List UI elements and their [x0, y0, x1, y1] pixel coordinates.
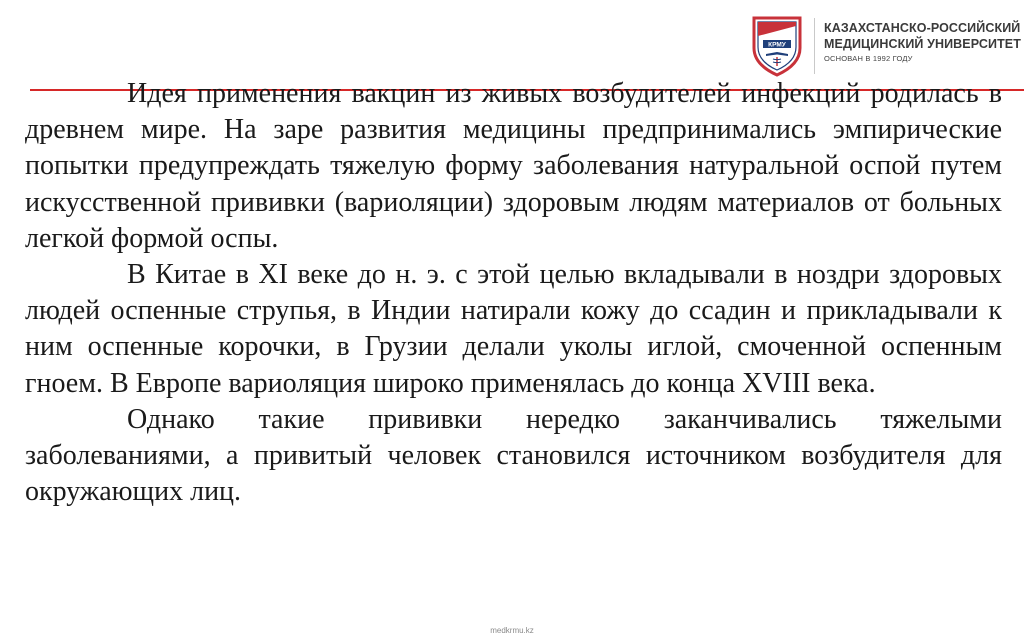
paragraph-1: Идея применения вакцин из живых возбудителей инфекций родилась в древнем мире. На заре развития медицины предпринимались эмпирические попытки предупреждать тяжелую форму заболевания натуральной оспой путем искусственной прививки (вариоляции) здоровым людям материалов от больных легкой формой оспы. [25, 78, 1002, 254]
paragraph-2: В Китае в XI веке до н. э. с этой целью вкладывали в ноздри здоровых людей оспенные струпья, в Индии натирали кожу до ссадин и прикладывали к ним оспенные корочки, в Грузии делали уколы иглой, смоченной оспенным гноем. В Европе вариоляция широко применялась до конца XVIII века. [25, 259, 1002, 399]
university-name-block [824, 22, 1021, 63]
logo-text: КРМУ [768, 41, 786, 49]
university-name-line1: КАЗАХСТАНСКО-РОССИЙСКИЙ [824, 21, 1021, 35]
slide-body-text [25, 76, 1002, 510]
university-logo-icon [748, 14, 806, 78]
logo-divider [814, 18, 815, 74]
university-founded: ОСНОВАН В 1992 ГОДУ [824, 54, 913, 63]
footer-site: medkrmu.kz [490, 626, 534, 635]
university-name-line2: МЕДИЦИНСКИЙ УНИВЕРСИТЕТ [824, 36, 1021, 51]
paragraph-3: Однако такие прививки нередко заканчивались тяжелыми заболеваниями, а привитый человек становился источником возбудителя для окружающих лиц. [25, 403, 1002, 508]
